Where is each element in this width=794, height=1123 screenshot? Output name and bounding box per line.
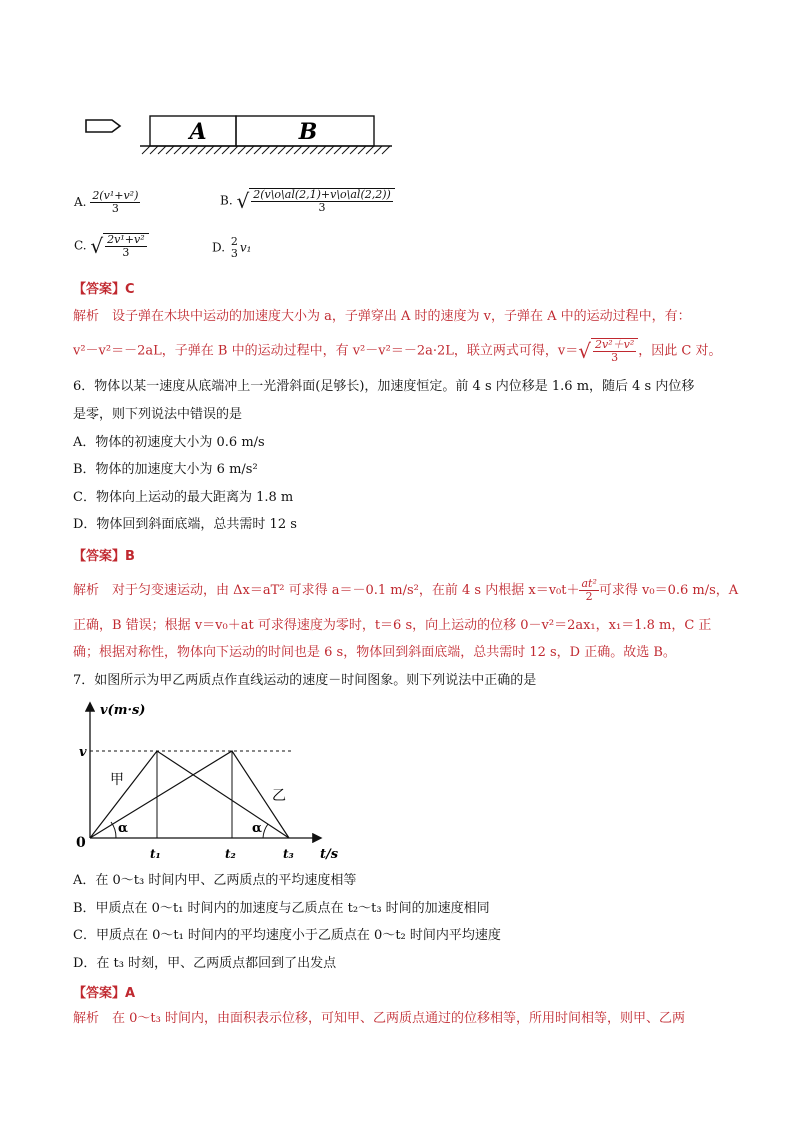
option-b-denominator: 3 [318,201,326,214]
q6-analysis-line1 [73,578,738,603]
t1-label: t₁ [150,847,161,861]
analysis-denominator: 2 [585,590,593,603]
q5-option-c: C. √ $\frac{\text{2v¹+v²}}{3}$ [74,233,149,259]
alpha-left-label: α [118,821,129,836]
alpha-right-label: α [252,821,263,836]
y-axis-label: v(m·s) [100,703,146,718]
block-a-label: A [189,119,207,145]
option-a-denominator: 3 [111,202,119,215]
analysis-numerator: at² [581,577,597,590]
analysis-denominator: 3 [611,351,619,364]
option-d-numerator: 2 [230,235,238,248]
alpha-arc-right [263,824,268,838]
q7-stem: 7．如图所示为甲乙两质点作直线运动的速度－时间图象。则下列说法中正确的是 [73,673,537,688]
option-label: C. [74,238,87,253]
q5-option-d [212,236,251,260]
x-axis-label: t/s [320,847,339,862]
yi-label: 乙 [272,788,286,804]
q6-stem-line1: 6．物体以某一速度从底端冲上一光滑斜面(足够长)，加速度恒定。前 4 s 内位移是 1.6 m，随后 4 s 内位移 [73,379,695,394]
option-d-tail: v₁ [239,240,252,255]
option-c-numerator: 2v¹+v² [107,233,145,246]
q6-analysis-line3: 确；根据对称性，物体向下运动的时间也是 6 s，物体回到斜面底端，总共需时 12 s，D 正确。故选 B。 [73,645,676,660]
block-b-label: B [298,119,318,145]
option-d-denominator: 3 [230,247,238,260]
vt-graph [70,698,350,864]
q5-answer: 【答案】C [73,282,135,297]
jia-label: 甲 [110,772,124,788]
q5-analysis-line1: 解析 设子弹在木块中运动的加速度大小为 a，子弹穿出 A 时的速度为 v，子弹在 A 中的运动过程中，有： [73,309,691,324]
analysis-text-tail: ，因此 C 对。 [638,343,722,359]
option-label: B. [220,193,233,208]
q7-option-b: B．甲质点在 0～t₁ 时间内的加速度与乙质点在 t₂～t₃ 时间的加速度相同 [73,901,490,916]
q7-option-c: C．甲质点在 0～t₁ 时间内的平均速度小于乙质点在 0～t₂ 时间内平均速度 [73,928,501,943]
q6-analysis-line2: 正确，B 错误；根据 v＝v₀＋at 可求得速度为零时，t＝6 s，向上运动的位移 0－v²＝2ax₁，x₁＝1.8 m，C 正 [73,618,712,633]
q5-option-b: B. √ $\frac{2(v\backslash o\backslash al(2,1)+v\backslash o\backslash al(2,2))}{3}$ [220,188,395,214]
q6-option-d: D．物体回到斜面底端，总共需时 12 s [73,517,297,532]
ground-hatch [142,146,390,154]
option-a-numerator: 2(v¹+v²) [92,189,139,202]
v-tick-label: v [79,745,87,760]
q5-option-a [74,190,140,215]
q7-option-a: A．在 0～t₃ 时间内甲、乙两质点的平均速度相等 [73,873,357,888]
q6-option-c: C．物体向上运动的最大距离为 1.8 m [73,490,294,505]
q6-answer: 【答案】B [73,549,135,564]
bullet-shape [86,120,120,132]
bullet-block-figure [80,108,400,160]
q6-option-a: A．物体的初速度大小为 0.6 m/s [73,435,265,450]
option-label: D. [212,240,226,255]
q5-analysis-line2: v²－v²＝－2aL，子弹在 B 中的运动过程中，有 v²－v²＝－2a·2L，联立两式可得，v＝√ $\frac{\text{2v²＋v²}}{3}$ ，因此 C 对。 [73,338,722,364]
option-c-denominator: 3 [122,246,130,259]
q7-answer: 【答案】A [73,986,136,1001]
origin-label: 0 [76,835,86,851]
analysis-numerator: 2v²＋v² [594,338,635,351]
option-b-numerator: 2(v\o\al(2,1)+v\o\al(2,2)) [253,188,391,201]
option-label: A. [74,195,87,209]
q7-option-d: D．在 t₃ 时刻，甲、乙两质点都回到了出发点 [73,956,337,971]
q6-option-b: B．物体的加速度大小为 6 m/s² [73,462,258,477]
t3-label: t₃ [283,847,294,861]
analysis-text: v²－v²＝－2aL，子弹在 B 中的运动过程中，有 v²－v²＝－2a·2L，联立两式可得，v＝ [73,343,579,359]
q7-analysis-line1: 解析 在 0～t₃ 时间内，由面积表示位移，可知甲、乙两质点通过的位移相等，所用时间相等，则甲、乙两 [73,1011,685,1026]
t2-label: t₂ [225,847,236,861]
q6-stem-line2: 是零，则下列说法中错误的是 [73,407,243,422]
analysis-text: 解析 对于匀变速运动，由 Δx＝aT² 可求得 a＝－0.1 m/s²，在前 4 s 内根据 x＝v₀t＋ [73,583,580,598]
analysis-text-tail: 可求得 v₀＝0.6 m/s，A [598,583,739,598]
